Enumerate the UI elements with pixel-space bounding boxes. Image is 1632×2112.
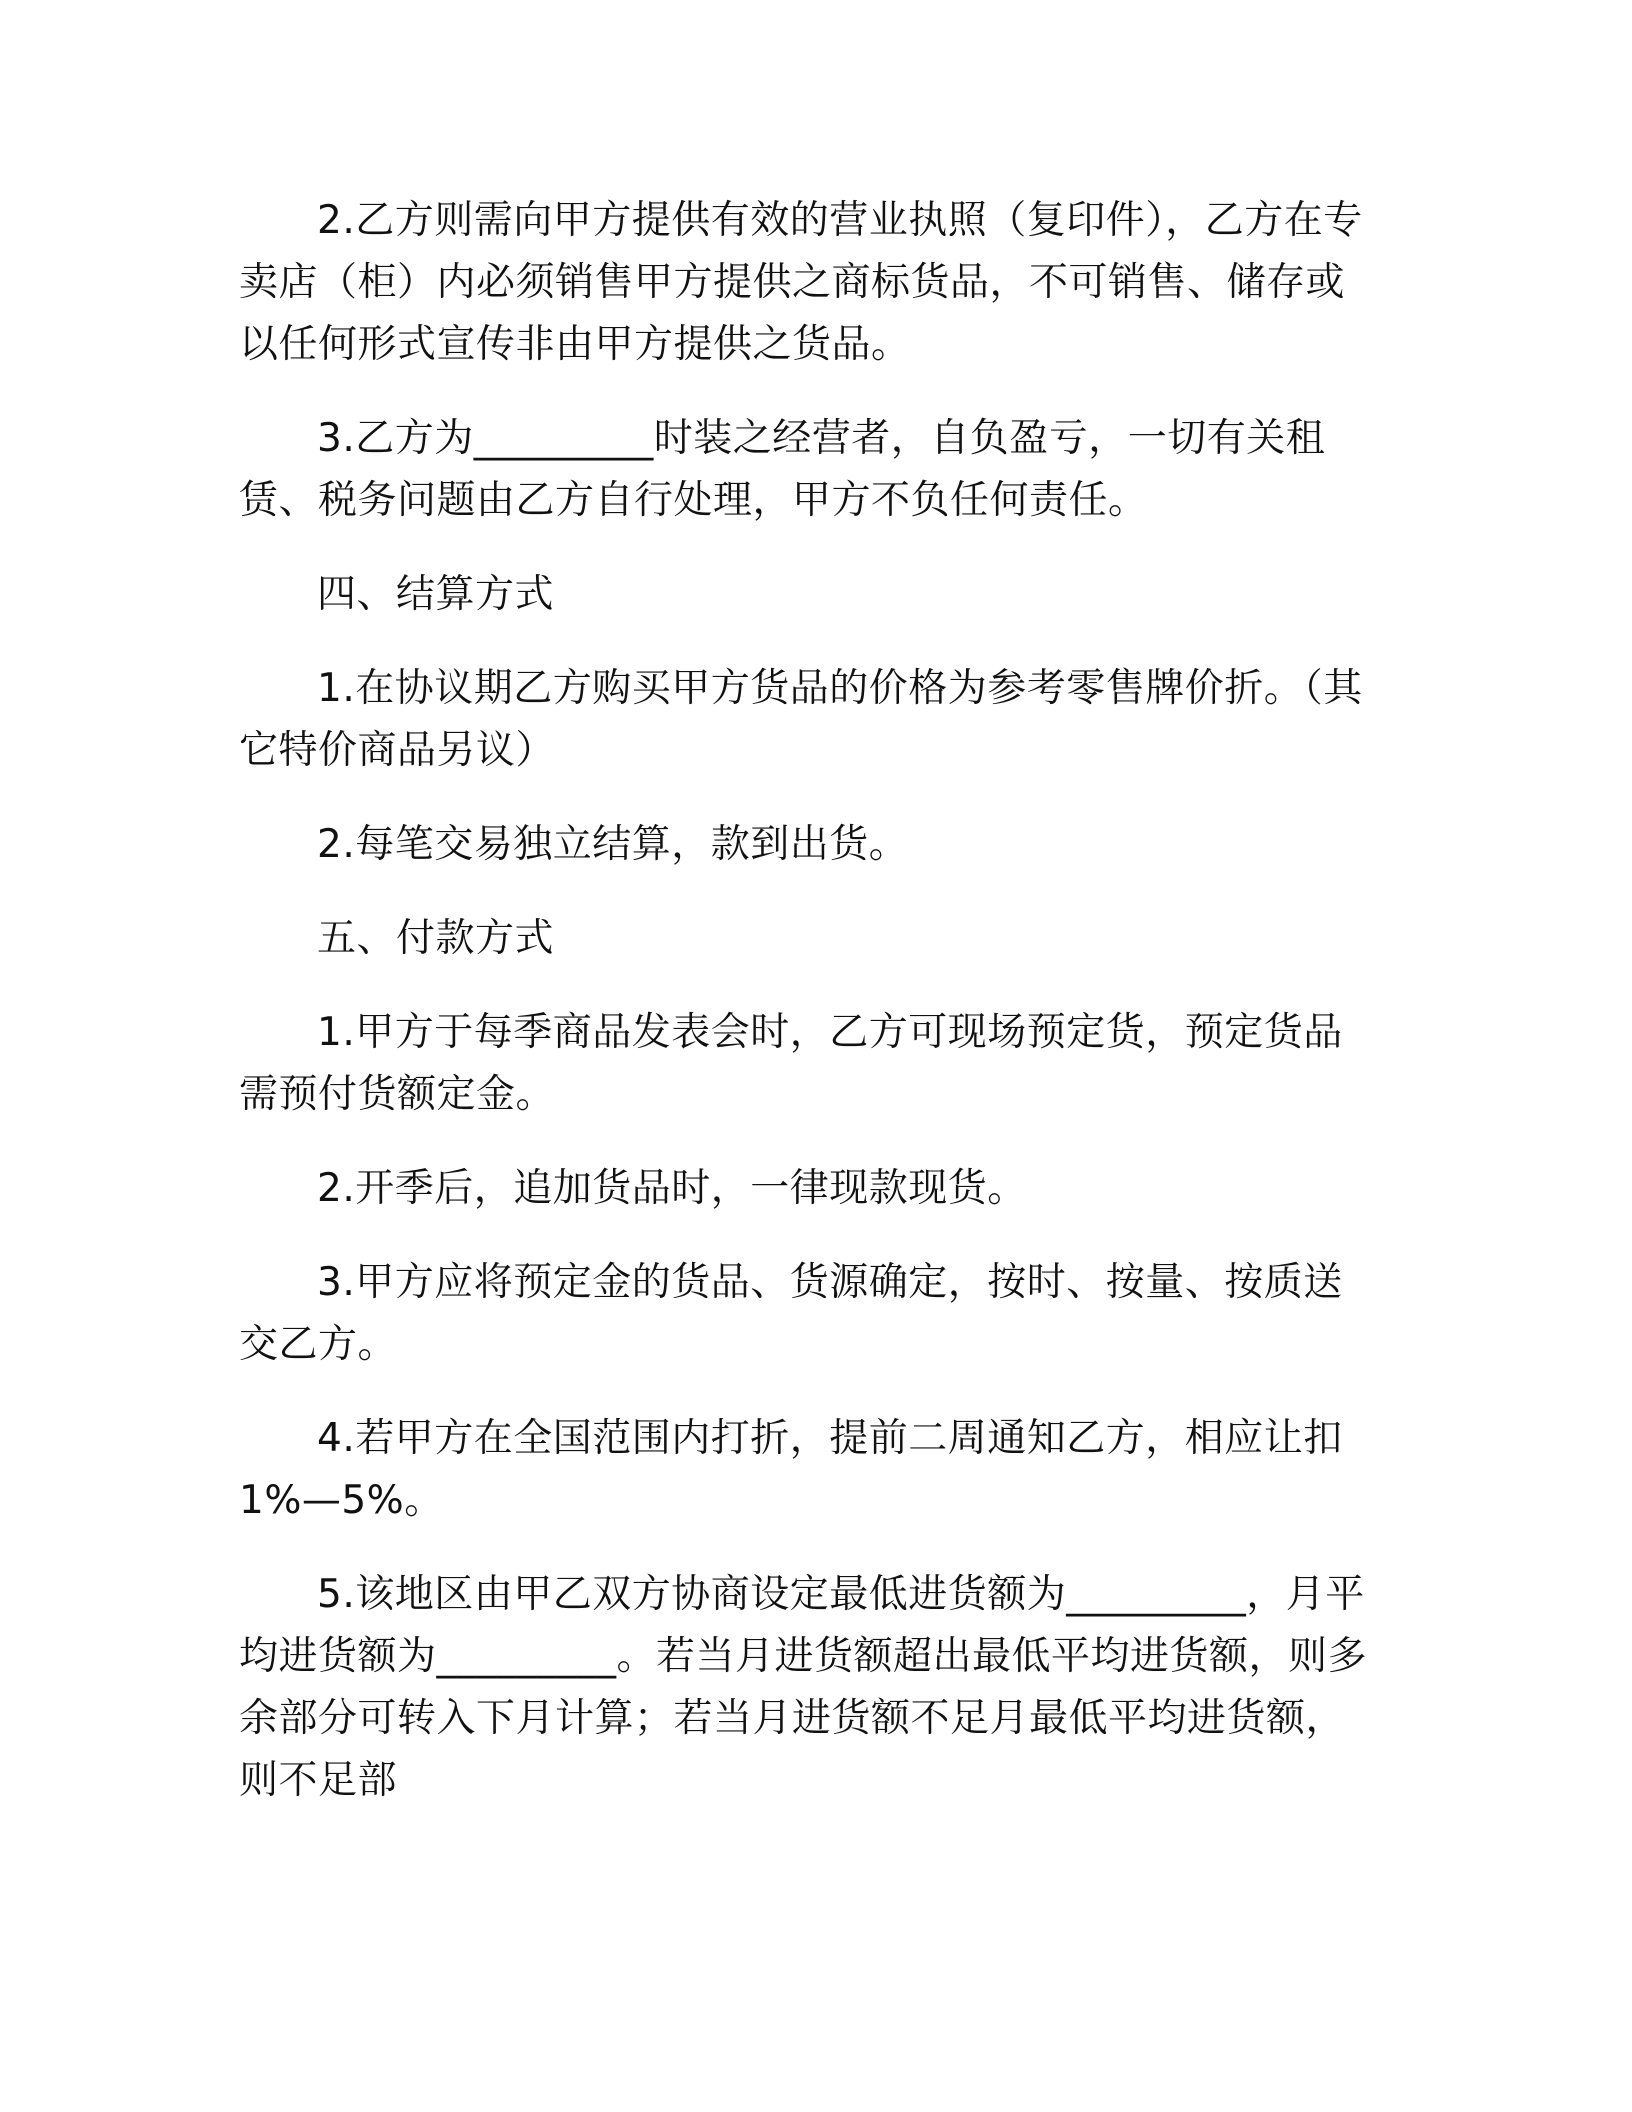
document-body bbox=[239, 190, 1379, 1844]
paragraph-payment-minimum-purchase: 5.该地区由甲乙双方协商设定最低进货额为_________，月平均进货额为_________。若当月进货额超出最低平均进货额，则多余部分可转入下月计算；若当月进货额不足月最低平均进货额，则不足部 bbox=[239, 1572, 1368, 1803]
paragraph-payment-delivery: 3.甲方应将预定金的货品、货源确定，按时、按量、按质送交乙方。 bbox=[239, 1260, 1343, 1367]
paragraph-payment-deposit: 1.甲方于每季商品发表会时，乙方可现场预定货，预定货品需预付货额定金。 bbox=[239, 1010, 1343, 1117]
paragraph-payment-cash: 2.开季后，追加货品时，一律现款现货。 bbox=[317, 1166, 1027, 1211]
section-heading-payment: 五、付款方式 bbox=[317, 916, 555, 961]
paragraph-settlement-per-transaction: 2.每笔交易独立结算，款到出货。 bbox=[317, 822, 909, 867]
section-heading-settlement: 四、结算方式 bbox=[317, 572, 555, 617]
paragraph-settlement-price: 1.在协议期乙方购买甲方货品的价格为参考零售牌价折。（其它特价商品另议） bbox=[239, 666, 1363, 773]
paragraph-operator-responsibility: 3.乙方为_________时装之经营者，自负盈亏，一切有关租赁、税务问题由乙方自行处理，甲方不负任何责任。 bbox=[239, 416, 1326, 523]
paragraph-payment-discount: 4.若甲方在全国范围内打折，提前二周通知乙方，相应让扣 1%—5%。 bbox=[239, 1416, 1343, 1523]
paragraph-business-license: 2.乙方则需向甲方提供有效的营业执照（复印件），乙方在专卖店（柜）内必须销售甲方提供之商标货品，不可销售、储存或以任何形式宣传非由甲方提供之货品。 bbox=[239, 198, 1363, 367]
